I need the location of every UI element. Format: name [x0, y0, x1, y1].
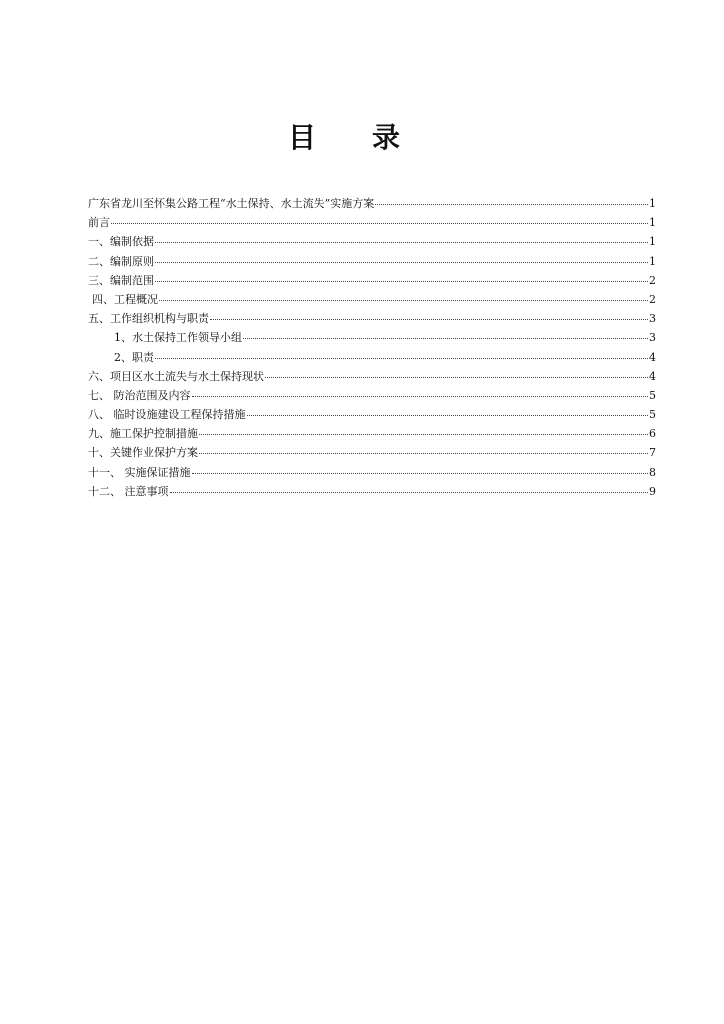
toc-entry[interactable]	[88, 213, 656, 232]
toc-dot-leader	[247, 415, 649, 416]
toc-entry-label: 十二、 注意事项	[88, 484, 169, 498]
toc-page-number: 1	[649, 254, 656, 268]
toc-entry-label: 1、水土保持工作领导小组	[114, 331, 242, 345]
toc-entry[interactable]	[88, 290, 656, 309]
toc-page-number: 5	[649, 388, 656, 402]
toc-page-number: 1	[649, 216, 656, 230]
toc-page-number: 3	[649, 331, 656, 345]
toc-entry[interactable]	[88, 367, 656, 386]
toc-entry-label: 广东省龙川至怀集公路工程“水土保持、水土流失”实施方案	[88, 197, 375, 210]
toc-entry[interactable]	[88, 386, 656, 405]
toc-dot-leader	[199, 453, 648, 454]
toc-dot-leader	[155, 281, 648, 282]
toc-page-number: 7	[649, 446, 656, 460]
toc-page-number: 2	[649, 292, 656, 306]
toc-dot-leader	[199, 434, 648, 435]
toc-dot-leader	[111, 223, 648, 224]
toc-dot-leader	[192, 473, 649, 474]
toc-dot-leader	[243, 338, 648, 339]
toc-entry[interactable]	[88, 194, 656, 213]
toc-dot-leader	[210, 319, 648, 320]
toc-entry-label: 八、 临时设施建设工程保持措施	[88, 408, 246, 422]
toc-page-number: 4	[649, 350, 656, 364]
toc-dot-leader	[159, 300, 648, 301]
toc-page-number: 1	[649, 235, 656, 249]
toc-dot-leader	[375, 204, 648, 205]
toc-entry-label: 前言	[88, 216, 110, 230]
toc-dot-leader	[155, 242, 648, 243]
toc-entry-label: 2、职责	[114, 350, 154, 364]
toc-dot-leader	[170, 492, 649, 493]
toc-entry-label: 三、编制范围	[88, 273, 154, 287]
toc-entry[interactable]	[88, 482, 656, 501]
toc-entry[interactable]	[88, 309, 656, 328]
toc-page-number: 8	[649, 465, 656, 479]
toc-entry[interactable]	[88, 405, 656, 424]
toc-entry[interactable]	[88, 328, 656, 347]
toc-entry-label: 一、编制依据	[88, 235, 154, 249]
toc-entry[interactable]	[88, 348, 656, 367]
toc-dot-leader	[155, 262, 648, 263]
toc-page-number: 6	[649, 427, 656, 441]
toc-page-number: 1	[649, 197, 656, 210]
page-title: 目录	[287, 121, 456, 154]
toc-page-number: 5	[649, 408, 656, 422]
toc-page-number: 2	[649, 273, 656, 287]
toc-entry[interactable]	[88, 252, 656, 271]
toc-entry-label: 九、施工保护控制措施	[88, 427, 198, 441]
toc-dot-leader	[155, 358, 648, 359]
toc-entry-label: 十一、 实施保证措施	[88, 465, 191, 479]
toc-entry-label: 二、编制原则	[88, 254, 154, 268]
toc-entry-label: 五、工作组织机构与职责	[88, 312, 209, 326]
toc-entry[interactable]	[88, 463, 656, 482]
toc-dot-leader	[192, 396, 649, 397]
table-of-contents	[88, 194, 656, 501]
toc-page-number: 9	[649, 484, 656, 498]
toc-dot-leader	[265, 377, 648, 378]
toc-page-number: 3	[649, 312, 656, 326]
toc-entry[interactable]	[88, 443, 656, 462]
toc-entry[interactable]	[88, 232, 656, 251]
toc-entry[interactable]	[88, 271, 656, 290]
toc-entry-label: 十、关键作业保护方案	[88, 446, 198, 460]
toc-entry-label: 四、工程概况	[92, 292, 158, 306]
toc-entry-label: 七、 防治范围及内容	[88, 388, 191, 402]
toc-entry[interactable]	[88, 424, 656, 443]
toc-page-number: 4	[649, 369, 656, 383]
toc-entry-label: 六、项目区水土流失与水土保持现状	[88, 369, 264, 383]
